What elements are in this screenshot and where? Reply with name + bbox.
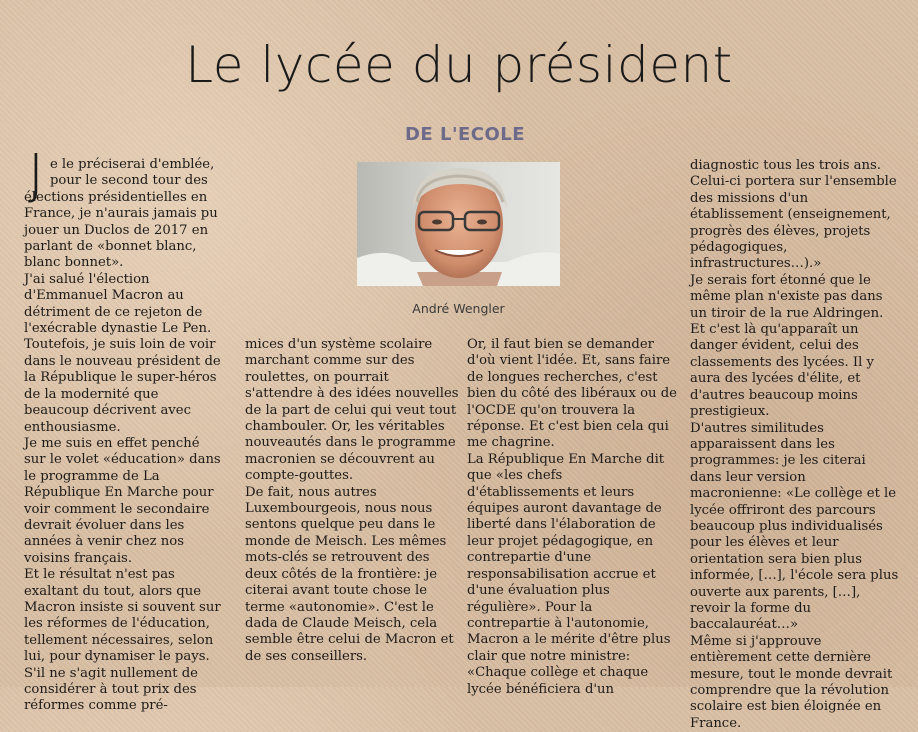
article-column-2 xyxy=(245,337,460,665)
paragraph: Je serais fort étonné que le même plan n'existe pas dans un tiroir de la rue Aldringen. Et c'est là qu'apparaît un danger évident, celui des classements des lycées. Il y aura des lycées d'élite, et d'autres beaucoup moins prestigieux. xyxy=(690,272,884,420)
paragraph: mices d'un système scolaire marchant comme sur des roulettes, on pourrait s'attendre à des idées nouvelles de la part de celui qui veut tout chambouler. Or, les véritables nouveautés dans le programme macronien se découvrent au compte-gouttes. xyxy=(245,337,459,484)
section-kicker: DE L'ECOLE xyxy=(404,124,526,145)
article-title: Le lycée du président xyxy=(185,36,733,94)
author-photo xyxy=(357,162,560,286)
paragraph: Je me suis en effet penché sur le volet «éducation» dans le programme de La République En Marche pour voir comment le secondaire devrait évoluer dans les années à venir chez nos voisins français. xyxy=(24,435,221,566)
paragraph: diagnostic tous les trois ans. Celui-ci portera sur l'ensemble des missions d'un établissement (enseignement, progrès des élèves, projets pédagogiques, infrastructures…).» xyxy=(690,158,897,272)
paragraph: Toutefois, je suis loin de voir dans le nouveau président de la République le super-héros de la modernité que beaucoup décrivent avec enthousiasme. xyxy=(24,337,221,435)
article-column-1 xyxy=(24,143,224,715)
paragraph: Et le résultat n'est pas exaltant du tout, alors que Macron insiste si souvent sur les réformes de l'éducation, tellement nécessaires, selon lui, pour dynamiser le pays. S'il ne s'agit nullement de considérer à tout prix des réformes comme pré- xyxy=(24,567,221,714)
paragraph: J'ai salué l'élection d'Emmanuel Macron au détriment de ce rejeton de l'exécrable dynastie Le Pen. xyxy=(24,271,212,337)
drop-cap: J xyxy=(28,143,44,206)
paragraph: Je le préciserai d'emblée, pour le second tour des élections présidentielles en France, je n'aurais jamais pu jouer un Duclos de 2017 en parlant de «bonnet blanc, blanc bonnet». xyxy=(24,143,218,271)
paragraph: Même si j'approuve entièrement cette dernière mesure, tout le monde devrait comprendre que la révolution scolaire est bien éloignée en France. xyxy=(690,633,893,731)
paragraph: La République En Marche dit que «les chefs d'établissements et leurs équipes auront davantage de liberté dans l'élaboration de leur projet pédagogique, en contrepartie d'une responsabilisation accrue et d'une évaluation plus régulière». Pour la contrepartie à l'autonomie, Macron a le mérite d'être plus clair que notre ministre: «Chaque collège et chaque lycée bénéficiera d'un xyxy=(467,451,671,697)
paragraph: De fait, nous autres Luxembourgeois, nous nous sentons quelque peu dans le monde de Meisch. Les mêmes mots-clés se retrouvent des deux côtés de la frontière: je citerai avant toute chose le terme «autonomie». C'est le dada de Claude Meisch, cela semble être celui de Macron et de ses conseillers. xyxy=(245,484,454,664)
paragraph: Or, il faut bien se demander d'où vient l'idée. Et, sans faire de longues recherches, c'est bien du côté des libéraux ou de l'OCDE qu'on trouvera la réponse. Et c'est bien cela qui me chagrine. xyxy=(467,337,677,451)
paragraph: D'autres similitudes apparaissent dans les programmes: je les citerai dans leur version macronienne: «Le collège et le lycée offriront des parcours beaucoup plus individualisés pour les élèves et leur orientation sera bien plus informée, […], l'école sera plus ouverte aux parents, […], revoir la forme du baccalauréat…» xyxy=(690,420,899,633)
article-column-4 xyxy=(690,158,900,732)
photo-caption: André Wengler xyxy=(412,301,505,316)
article-column-3 xyxy=(467,337,677,698)
